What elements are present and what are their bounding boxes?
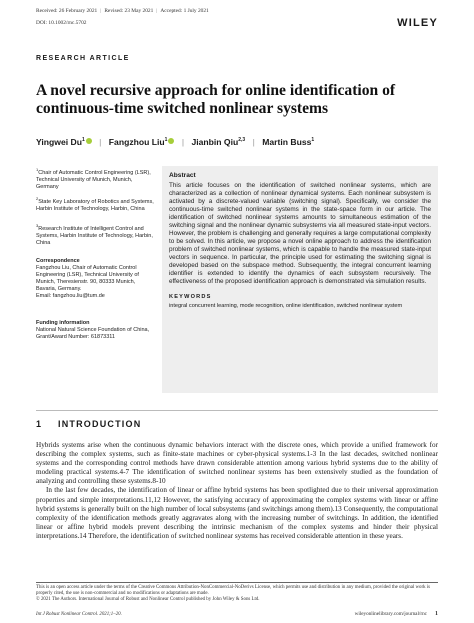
affiliation-text: Research Institute of Intelligent Control and Systems, Harbin Institute of Technology, Harbin, China: [36, 225, 153, 246]
received-date: Received: 26 February 2021: [36, 8, 98, 14]
correspondence-email[interactable]: Email: fangzhou.liu@tum.de: [36, 293, 105, 299]
author-affil-sup: 2,3: [238, 137, 246, 144]
keywords-text: integral concurrent learning, mode recognition, online identification, switched nonlinear system: [169, 303, 403, 309]
author-affil-sup: 1: [311, 137, 315, 144]
license-terms: This is an open access article under the terms of the Creative Commons Attribution-NonCommercial-NoDerivs License, which permits use and distribution in any medium, provided the original work is properly cited, the use is non-commercial and no modifications or adaptations are made.: [36, 585, 431, 596]
funding-heading: Funding information: [36, 320, 90, 326]
orcid-icon[interactable]: [86, 138, 92, 144]
affiliation: [36, 222, 154, 247]
author-separator: |: [99, 137, 102, 147]
journal-url[interactable]: wileyonlinelibrary.com/journal/rnc: [354, 611, 427, 617]
revised-date: Revised: 23 May 2021: [104, 8, 154, 14]
keywords-heading: KEYWORDS: [169, 294, 212, 300]
author-separator: |: [181, 137, 185, 147]
author-name[interactable]: Yingwei Du: [36, 137, 82, 147]
copyright-line: © 2021 The Authors. International Journal of Robust and Nonlinear Control published by John Wiley & Sons Ltd.: [36, 597, 260, 602]
license-notice: [36, 585, 438, 603]
article-title: A novel recursive approach for online identification of continuous-time switched nonlinear systems: [36, 82, 396, 117]
article-type: RESEARCH ARTICLE: [36, 55, 130, 62]
section-number: 1: [36, 419, 42, 429]
publisher-logo: WILEY: [397, 17, 438, 29]
funding-text: National Natural Science Foundation of China, Grant/Award Number: 61873311: [36, 327, 150, 340]
section-divider: [36, 410, 438, 411]
footnote-divider: [36, 582, 438, 583]
introduction-body: [36, 441, 438, 541]
date-separator: |: [156, 8, 158, 14]
affiliation-sup: 1: [36, 167, 39, 172]
author-name[interactable]: Fangzhou Liu: [108, 137, 165, 147]
author-affil-sup: 1: [82, 137, 85, 144]
intro-paragraph: Hybrids systems arise when the continuous dynamic behaviors interact with the discrete ones, which provide a unified framework for describing the complex systems, such as finite-state machines or cyber-physical systems.1-3 In the last decades, switched nonlinear systems and the corresponding control methods have drawn considerable attention among various hybrid systems due to the ability of modeling practical systems.4-7 The identification of switched nonlinear systems has been extensively studied as the foundation of analyzing and controlling these systems.8-10: [36, 441, 438, 486]
affiliation: [36, 166, 154, 191]
funding-block: [36, 320, 154, 341]
orcid-icon[interactable]: [168, 138, 174, 144]
doi[interactable]: DOI: 10.1002/rnc.5702: [36, 20, 87, 26]
correspondence-block: [36, 258, 154, 300]
journal-citation: Int J Robust Nonlinear Control. 2021;1–20.: [36, 612, 122, 617]
affiliation: [36, 195, 154, 213]
abstract-box: [162, 166, 438, 393]
article-dates: [36, 8, 209, 14]
author-name[interactable]: Martin Buss: [262, 137, 312, 147]
correspondence-text: Fangzhou Liu, Chair of Automatic Control Engineering (LSR), Technical University of Munich, Theresienstr. 90, 80333 Munich, Bavaria, Germany.: [36, 265, 139, 292]
author-affil-sup: 1: [164, 137, 168, 144]
correspondence-heading: Correspondence: [36, 258, 80, 264]
page-number: 1: [435, 611, 438, 617]
abstract-heading: Abstract: [169, 172, 196, 179]
section-title: INTRODUCTION: [58, 419, 142, 429]
accepted-date: Accepted: 1 July 2021: [160, 8, 209, 14]
intro-paragraph: In the last few decades, the identification of linear or affine hybrid systems has been spotlighted due to their universal approximation properties and simple interpretations.11,12 However, the satisfying accuracy of approximating the complex systems with linear or affine hybrid systems is generally built on the high number of local subsystems (and switchings among them).13 Consequently, the computational complexity of the identification methods greatly aggravates along with the increasing number of switchings. In addition, the identified linear or affine hybrid models prevent describing the intrinsic mechanism of the complex systems and hinder their physical interpretations.14 Therefore, the identification of switched nonlinear systems has received considerable attention in these years.: [36, 486, 438, 540]
author-name[interactable]: Jianbin Qiu: [191, 137, 239, 147]
affiliation-text: Chair of Automatic Control Engineering (LSR), Technical University of Munich, Munich, Germany: [36, 169, 151, 190]
date-separator: |: [100, 8, 102, 14]
affiliation-text: State Key Laboratory of Robotics and Systems, Harbin Institute of Technology, Harbin, China: [36, 198, 154, 212]
abstract-text: This article focuses on the identification of switched nonlinear systems, which are characterized as a collection of nonlinear dynamical systems. Each nonlinear subsystem is activated by a discrete-valued variable (switching signal). Specifically, we consider the continuous-time switched nonlinear systems in the state-space form in our article. The identification of switched nonlinear systems amounts to simultaneous estimation of the switching signal and the nonlinear dynamic subsystems via all measured state-input vectors. However, the problem is challenging and generally requires a large computational complexity to be solved. In this article, we propose a novel online approach to address the identification problem of switched nonlinear systems, which is capable to handle the measured state-input vectors in sequence. In particular, the principle used for estimating the switching signal is developed based on the subspace method. Subsequently, the integral concurrent learning identifier is extended to identify the dynamics of each subsystem recursively. The effectiveness of the proposed identification approach is demonstrated via simulation results.: [169, 182, 431, 285]
affiliation-sup: 2: [36, 196, 39, 201]
author-list: [36, 137, 314, 147]
affiliation-sup: 3: [36, 223, 39, 228]
author-separator: |: [252, 137, 255, 147]
page-footer-right: [355, 611, 438, 617]
